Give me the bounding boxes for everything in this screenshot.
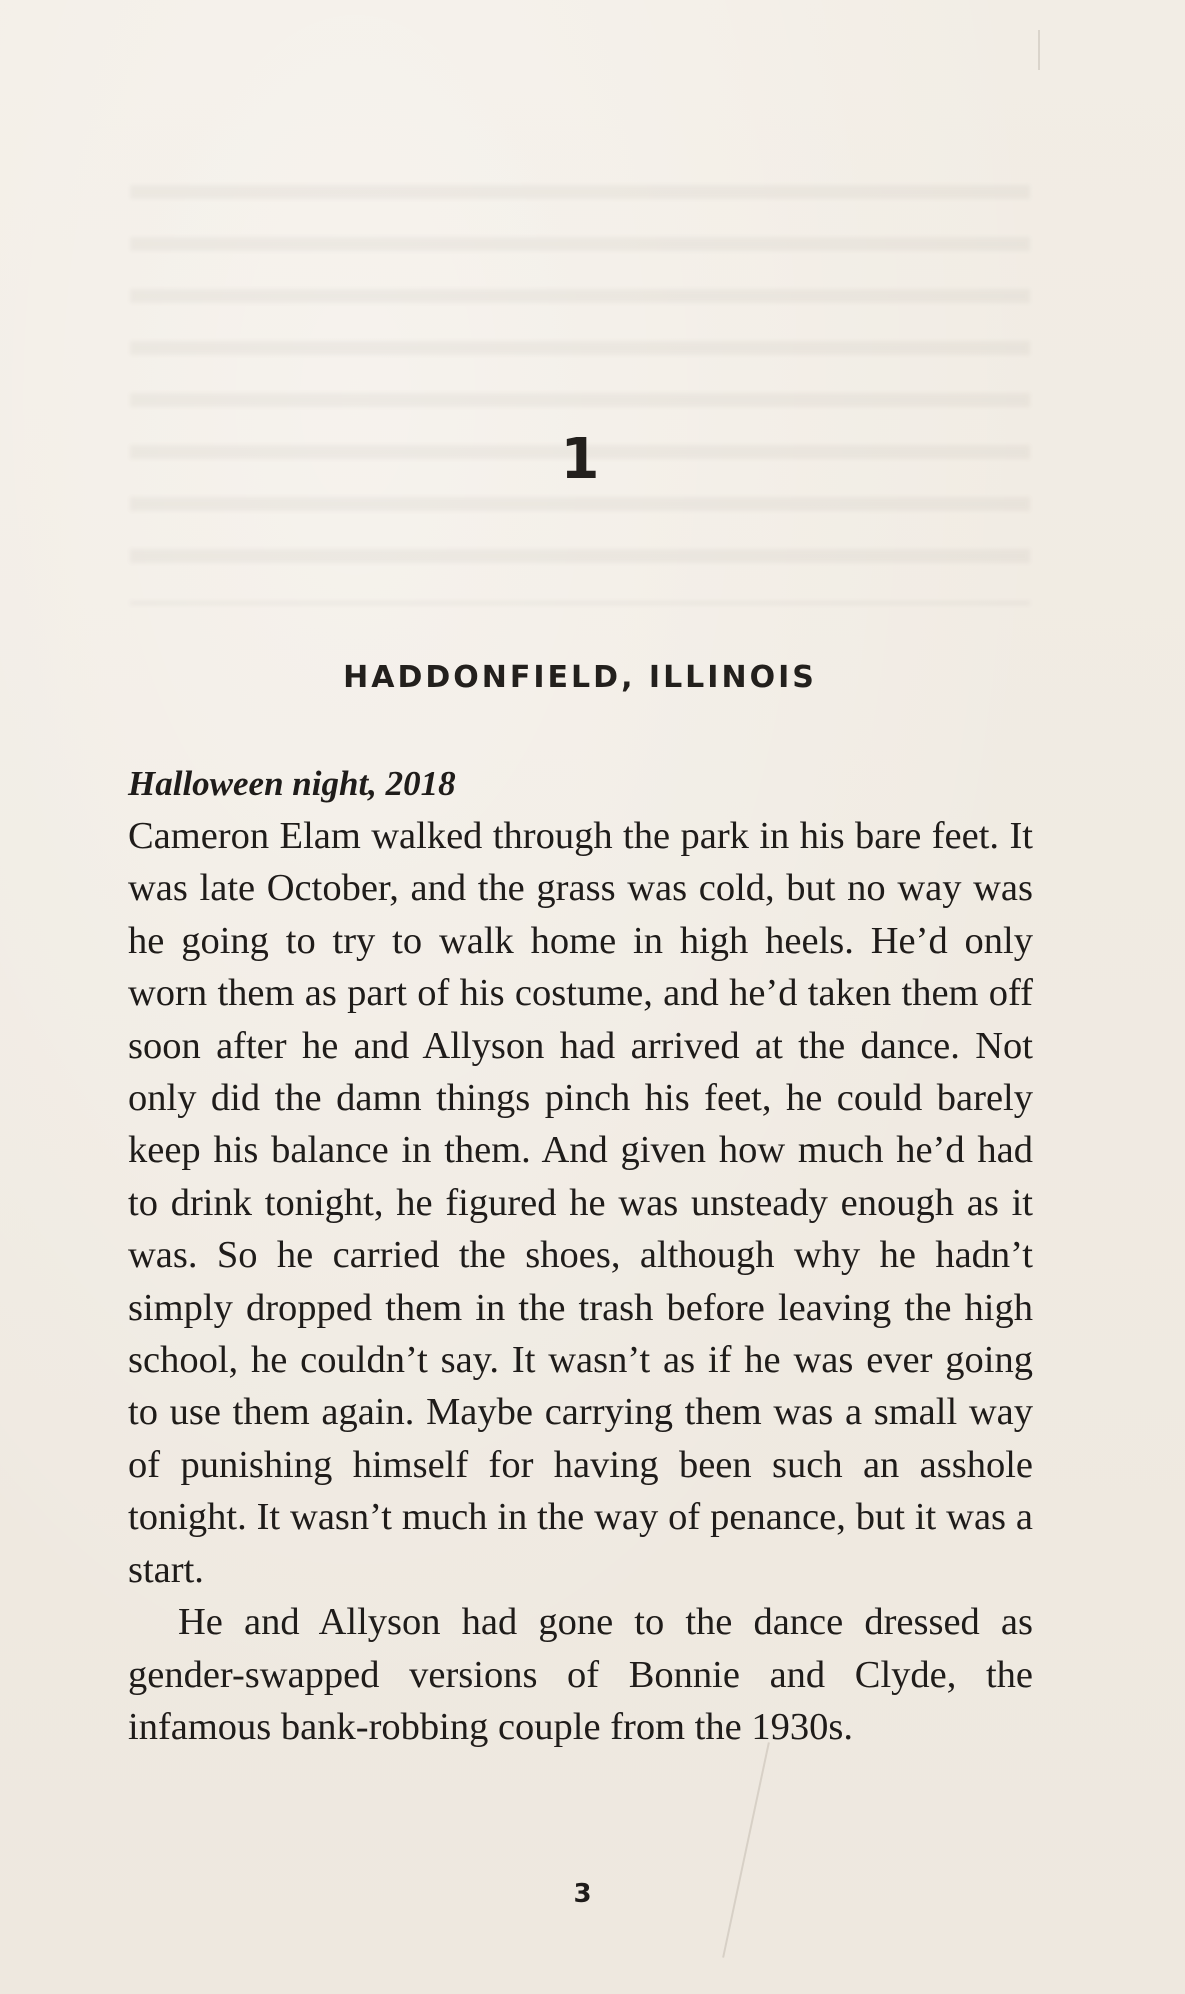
paper-mark [1038,30,1040,70]
paper-crease [722,1742,770,1958]
paragraph-1: Cameron Elam walked through the park in his bare feet. It was late October, and the grass was cold, but no way was he going to try to walk home in high heels. He’d only worn them as part of his costume, and he’d taken them off soon after he and Allyson had arrived at the dance. Not only did the damn things pinch his feet, he could barely keep his balance in them. And given how much he’d had to drink tonight, he figured he was unsteady enough as it was. So he carried the shoes, although why he hadn’t simply dropped them in the trash before leaving the high school, he couldn’t say. It wasn’t as if he was ever going to use them again. Maybe carrying them was a small way of punishing himself for having been such an asshole tonight. It wasn’t much in the way of penance, but it was a start. [128,815,1033,1591]
dateline: Halloween night, 2018 [128,764,456,803]
chapter-location-heading: HADDONFIELD, ILLINOIS [343,660,817,695]
body-text [128,810,1033,1753]
paragraph-2: He and Allyson had gone to the dance dressed as gender-swapped versions of Bonnie and Clyde, the infamous bank-robbing couple from the 1930s. [128,1601,1033,1748]
bleed-through-texture [130,185,1030,605]
page-number: 3 [573,1879,592,1909]
chapter-number: 1 [560,427,600,492]
